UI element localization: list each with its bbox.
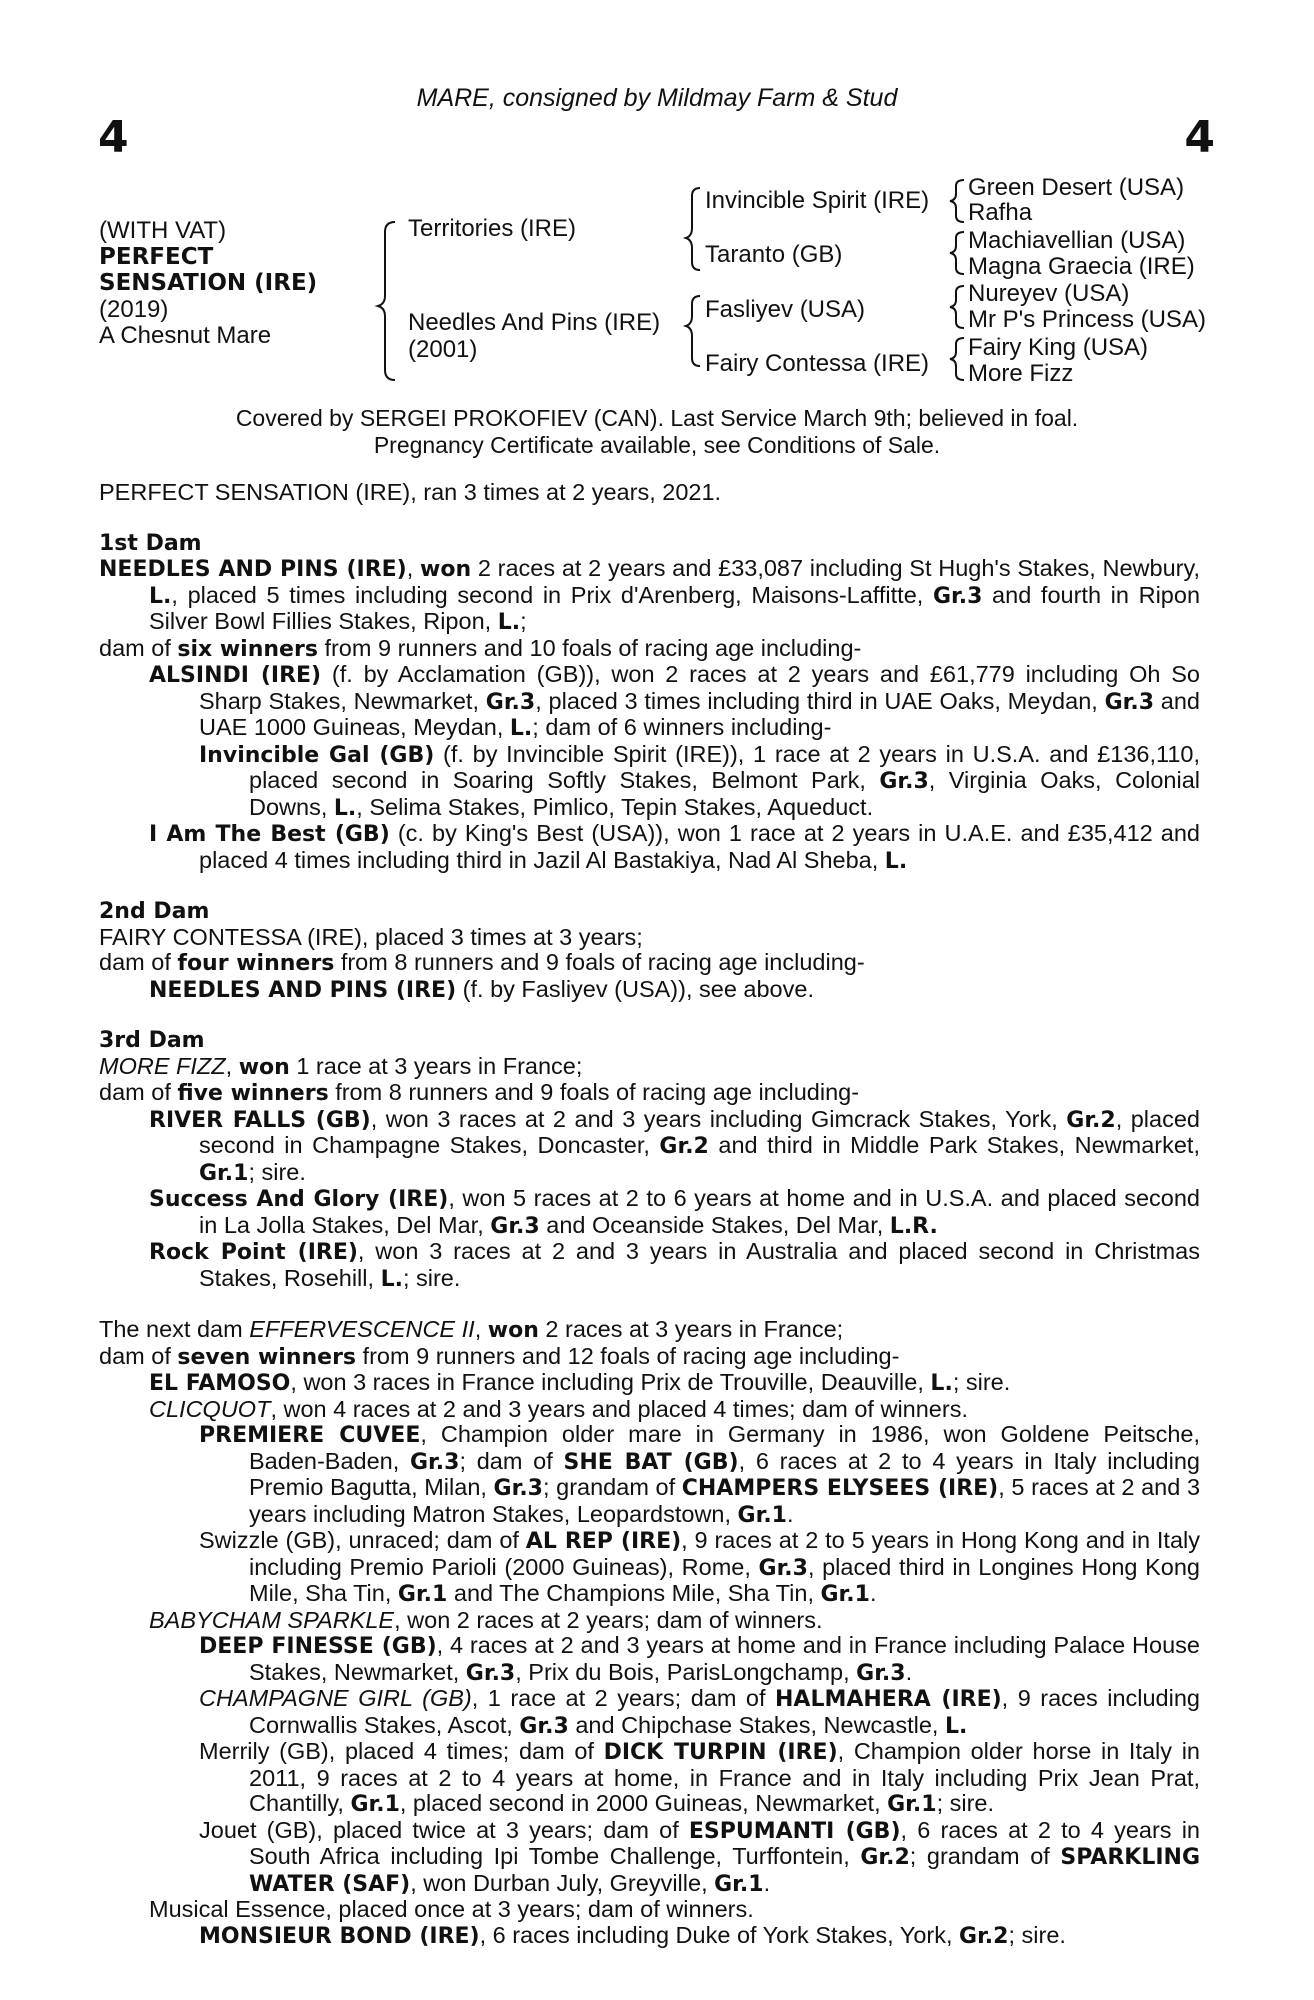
dam3-heading: 3rd Dam [99,1028,205,1053]
dam3-produce: dam of five winners from 8 runners and 9 foals of racing age including- [99,1079,860,1106]
covered-line2: Pregnancy Certificate available, see Conditions of Sale. [373,432,941,458]
covered-line1: Covered by SERGEI PROKOFIEV (CAN). Last Service March 9th; believed in foal. [235,405,1079,431]
next-grandfoal-champagne-girl: CHAMPAGNE GIRL (GB), 1 race at 2 years; dam of HALMAHERA (IRE), 9 races including Cornwallis Stakes, Ascot, Gr.3 and Chipchase Stakes, Newcastle, L. [199,1685,1200,1739]
dam3-foal-river-falls: RIVER FALLS (GB), won 3 races at 2 and 3 years including Gimcrack Stakes, York, Gr.2, placed second in Champagne Stakes, Doncaster, Gr.2 and third in Middle Park Stakes, Newmarket, Gr.1; sire. [149,1105,1200,1186]
ss-dam: Rafha [968,199,1033,226]
horse-name-line1: PERFECT [99,244,214,270]
consignor-line: MARE, consigned by Mildmay Farm & Stud [416,84,898,112]
vat-note: (WITH VAT) [99,217,227,244]
dam2-produce: dam of four winners from 8 runners and 9 foals of racing age including- [99,949,865,976]
dam1-foal-i-am-the-best: I Am The Best (GB) (c. by King's Best (USA)), won 1 race at 2 years in U.A.E. and £35,412 and placed 4 times including third in Jazil Al Bastakiya, Nad Al Sheba, L. [149,820,1200,874]
next-grandfoal-premiere-cuvee: PREMIERE CUVEE, Champion older mare in Germany in 1986, won Goldene Peitsche, Baden-Baden, Gr.3; dam of SHE BAT (GB), 6 races at 2 to 4 years in Italy including Premio Bagutta, Milan, Gr.3; grandam of CHAMPERS ELYSEES (IRE), 5 races at 2 and 3 years including Matron Stakes, Leopardstown, Gr.1. [199,1421,1201,1528]
next-foal-musical-essence: Musical Essence, placed once at 3 years; dam of winners. [149,1896,754,1922]
dam1-produce: dam of six winners from 9 runners and 10 foals of racing age including- [99,634,862,662]
horse-description: A Chesnut Mare [99,322,272,349]
sd-sire: Machiavellian (USA) [968,227,1186,254]
dd-dam: More Fizz [968,360,1074,387]
dam3-record: MORE FIZZ, won 1 race at 3 years in France; [99,1052,583,1080]
ss-sire: Green Desert (USA) [968,174,1185,201]
covered-note [0,405,1314,459]
ds-dam: Mr P's Princess (USA) [968,306,1206,333]
dam3-foal-rock-point: Rock Point (IRE), won 3 races at 2 and 3 years in Australia and placed second in Christmas Stakes, Rosehill, L.; sire. [149,1238,1200,1292]
sire-dam: Taranto (GB) [705,241,843,268]
dam2-foal: NEEDLES AND PINS (IRE) (f. by Fasliyev (USA)), see above. [149,975,814,1003]
dam-dam: Fairy Contessa (IRE) [705,350,930,377]
dam: Needles And Pins (IRE) [408,309,661,336]
ds-sire: Nureyev (USA) [968,280,1130,307]
horse-year: (2019) [99,296,169,323]
dam-sire: Fasliyev (USA) [705,296,866,323]
next-foal-babycham-sparkle: BABYCHAM SPARKLE, won 2 races at 2 years; dam of winners. [149,1606,823,1633]
lot-number-left: 4 [98,112,129,163]
lot-number-right: 4 [1184,112,1215,163]
next-grandfoal-monsieur-bond: MONSIEUR BOND (IRE), 6 races including Duke of York Stakes, York, Gr.2; sire. [199,1921,1066,1949]
catalogue-body [99,480,1200,1949]
next-foal-clicquot: CLICQUOT, won 4 races at 2 and 3 years and placed 4 times; dam of winners. [149,1395,968,1422]
sire-sire: Invincible Spirit (IRE) [705,187,930,214]
dam2-record: FAIRY CONTESSA (IRE), placed 3 times at 3 years; [99,923,643,950]
dam3-foal-success-and-glory: Success And Glory (IRE), won 5 races at 2 to 6 years at home and in U.S.A. and placed second in La Jolla Stakes, Del Mar, Gr.3 and Oceanside Stakes, Del Mar, L.R. [149,1185,1201,1239]
dam-year: (2001) [408,336,478,363]
next-grandfoal-jouet: Jouet (GB), placed twice at 3 years; dam of ESPUMANTI (GB), 6 races at 2 to 4 years in South Africa including Ipi Tombe Challenge, Turffontein, Gr.2; grandam of SPARKLING WATER (SAF), won Durban July, Greyville, Gr.1. [199,1816,1201,1897]
dam1-heading: 1st Dam [99,530,202,556]
next-dam-produce: dam of seven winners from 9 runners and 12 foals of racing age including- [99,1342,900,1370]
next-grandfoal-merrily: Merrily (GB), placed 4 times; dam of DICK TURPIN (IRE), Champion older horse in Italy in 2011, 9 races at 2 to 4 years at home, in France and in Italy including Prix Jean Prat, Chantilly, Gr.1, placed second in 2000 Guineas, Newmarket, Gr.1; sire. [199,1738,1200,1817]
intro-line: PERFECT SENSATION (IRE), ran 3 times at 2 years, 2021. [99,479,722,505]
next-dam-record: The next dam EFFERVESCENCE II, won 2 races at 3 years in France; [99,1316,844,1343]
horse-name-line2: SENSATION (IRE) [99,270,318,296]
sd-dam: Magna Graecia (IRE) [968,253,1195,280]
next-grandfoal-swizzle: Swizzle (GB), unraced; dam of AL REP (IRE), 9 races at 2 to 5 years in Hong Kong and in Italy including Premio Parioli (2000 Guineas), Rome, Gr.3, placed third in Longines Hong Kong Mile, Sha Tin, Gr.1 and The Champions Mile, Sha Tin, Gr.1. [199,1527,1200,1607]
next-grandfoal-deep-finesse: DEEP FINESSE (GB), 4 races at 2 and 3 years at home and in France including Palace House Stakes, Newmarket, Gr.3, Prix du Bois, ParisLongchamp, Gr.3. [199,1632,1200,1686]
dam1-record: NEEDLES AND PINS (IRE), won 2 races at 2 years and £33,087 including St Hugh's Stakes, Newbury, L., placed 5 times including second in Prix d'Arenberg, Maisons-Laffitte, Gr.3 and fourth in Ripon Silver Bowl Fillies Stakes, Ripon, L.; [99,555,1201,635]
dam2-heading: 2nd Dam [99,899,210,924]
next-foal-el-famoso: EL FAMOSO, won 3 races in France including Prix de Trouville, Deauville, L.; sire. [149,1369,1011,1396]
dam1-foal-alsindi: ALSINDI (IRE) (f. by Acclamation (GB)), won 2 races at 2 years and £61,779 including Oh So Sharp Stakes, Newmarket, Gr.3, placed 3 times including third in UAE Oaks, Meydan, Gr.3 and UAE 1000 Guineas, Meydan, L.; dam of 6 winners including- [149,661,1201,741]
dam1-grandfoal-invincible-gal: Invincible Gal (GB) (f. by Invincible Spirit (IRE)), 1 race at 2 years in U.S.A. and £136,110, placed second in Soaring Softly Stakes, Belmont Park, Gr.3, Virginia Oaks, Colonial Downs, L., Selima Stakes, Pimlico, Tepin Stakes, Aqueduct. [199,740,1200,821]
sire: Territories (IRE) [408,215,577,242]
dd-sire: Fairy King (USA) [968,334,1149,361]
